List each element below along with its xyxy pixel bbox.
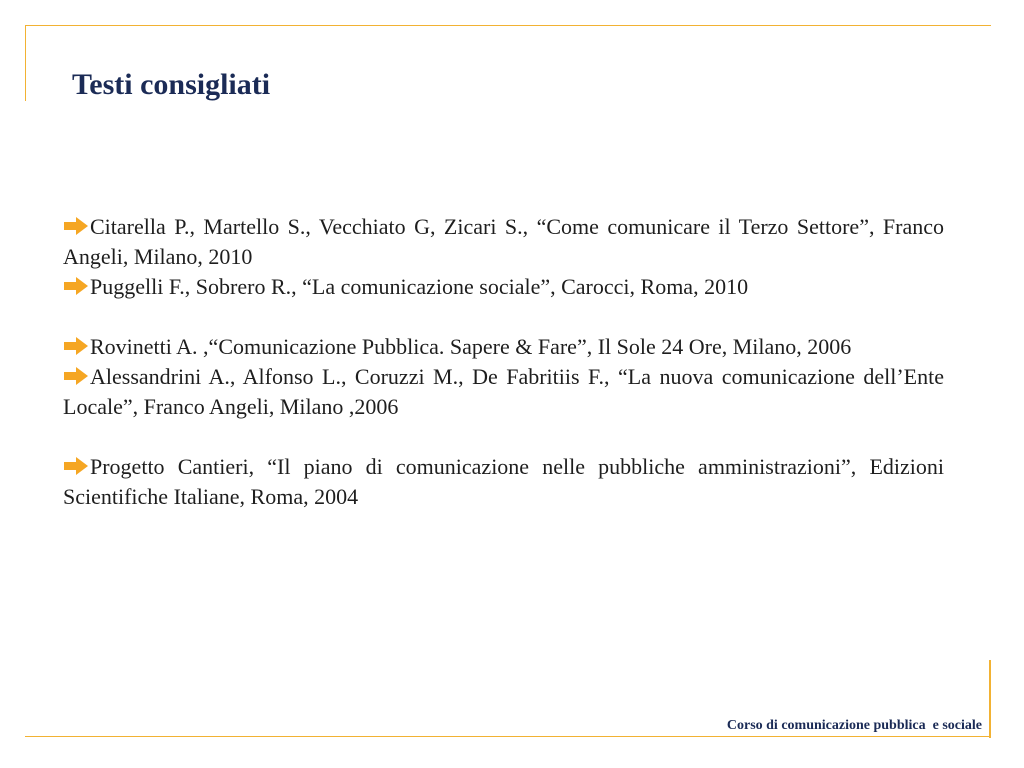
- frame-left-rule: [25, 25, 26, 101]
- arrow-right-icon: [63, 456, 89, 476]
- reference-text: Puggelli F., Sobrero R., “La comunicazione sociale”, Carocci, Roma, 2010: [90, 274, 749, 299]
- slide-title: Testi consigliati: [72, 68, 271, 101]
- arrow-right-icon: [63, 366, 89, 386]
- references-list: [63, 212, 944, 512]
- arrow-right-icon: [63, 216, 89, 236]
- frame-right-rule: [989, 660, 991, 738]
- reference-item: [63, 212, 944, 272]
- frame-top-rule: [25, 25, 991, 26]
- reference-text: Rovinetti A. ,“Comunicazione Pubblica. Sapere & Fare”, Il Sole 24 Ore, Milano, 2006: [90, 334, 852, 359]
- reference-text: Citarella P., Martello S., Vecchiato G, Zicari S., “Come comunicare il Terzo Settore”, Franco Angeli, Milano, 2010: [63, 214, 944, 269]
- footer-course-name: Corso di comunicazione pubblica e sociale: [726, 718, 982, 733]
- frame-bottom-rule: [25, 736, 991, 737]
- reference-item: [63, 332, 944, 362]
- reference-item: [63, 452, 944, 512]
- arrow-right-icon: [63, 276, 89, 296]
- reference-text: Progetto Cantieri, “Il piano di comunicazione nelle pubbliche amministrazioni”, Edizioni Scientifiche Italiane, Roma, 2004: [63, 454, 944, 509]
- reference-text: Alessandrini A., Alfonso L., Coruzzi M., De Fabritiis F., “La nuova comunicazione dell’Ente Locale”, Franco Angeli, Milano ,2006: [63, 364, 944, 419]
- reference-item: [63, 272, 944, 302]
- arrow-right-icon: [63, 336, 89, 356]
- reference-item: [63, 362, 944, 422]
